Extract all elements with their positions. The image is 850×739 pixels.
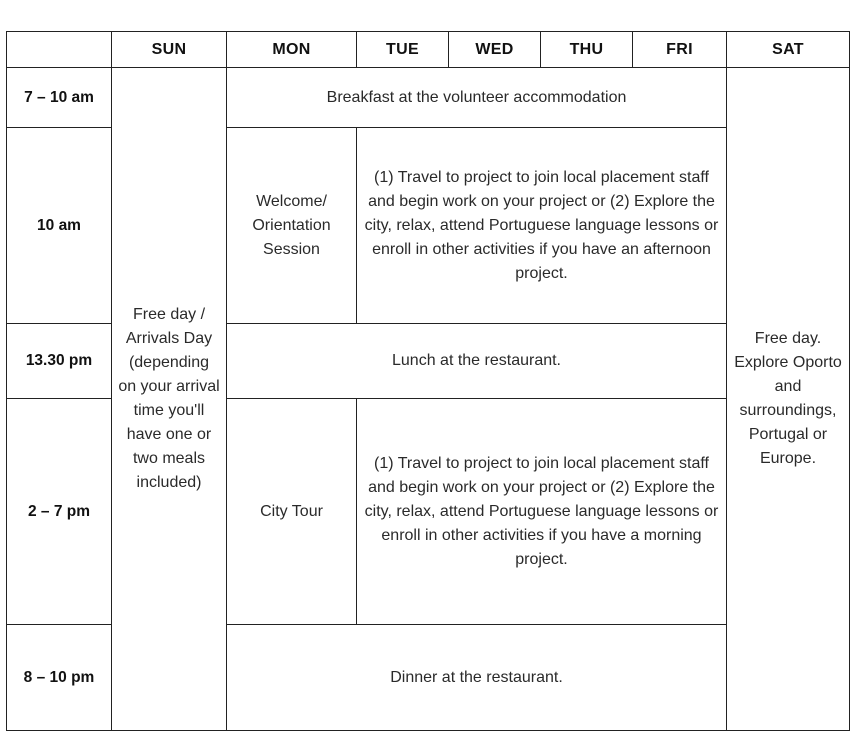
day-header-sun: SUN <box>112 32 227 68</box>
dinner-cell: Dinner at the restaurant. <box>227 625 727 731</box>
weekday-morning-cell: (1) Travel to project to join local placement staff and begin work on your project or (2) Explore the city, relax, attend Portuguese language lessons or enroll in other activities if you have an afternoon project. <box>357 128 727 324</box>
time-slot-10am: 10 am <box>7 128 112 324</box>
lunch-cell: Lunch at the restaurant. <box>227 324 727 399</box>
time-slot-2-7pm: 2 – 7 pm <box>7 399 112 625</box>
day-header-thu: THU <box>541 32 633 68</box>
schedule-row-breakfast <box>7 68 850 128</box>
time-slot-8-10pm: 8 – 10 pm <box>7 625 112 731</box>
sunday-cell: Free day / Arrivals Day (depending on your arrival time you'll have one or two meals included) <box>112 68 227 731</box>
time-slot-7-10am: 7 – 10 am <box>7 68 112 128</box>
day-header-fri: FRI <box>633 32 727 68</box>
header-row <box>7 32 850 68</box>
monday-afternoon-cell: City Tour <box>227 399 357 625</box>
day-header-mon: MON <box>227 32 357 68</box>
volunteer-schedule-table <box>6 31 850 731</box>
monday-morning-cell: Welcome/ Orientation Session <box>227 128 357 324</box>
day-header-sat: SAT <box>727 32 850 68</box>
time-slot-1330pm: 13.30 pm <box>7 324 112 399</box>
day-header-tue: TUE <box>357 32 449 68</box>
day-header-wed: WED <box>449 32 541 68</box>
saturday-cell: Free day. Explore Oporto and surroundings, Portugal or Europe. <box>727 68 850 731</box>
weekday-afternoon-cell: (1) Travel to project to join local placement staff and begin work on your project or (2) Explore the city, relax, attend Portuguese language lessons or enroll in other activities if you have a morning project. <box>357 399 727 625</box>
breakfast-cell: Breakfast at the volunteer accommodation <box>227 68 727 128</box>
corner-cell <box>7 32 112 68</box>
